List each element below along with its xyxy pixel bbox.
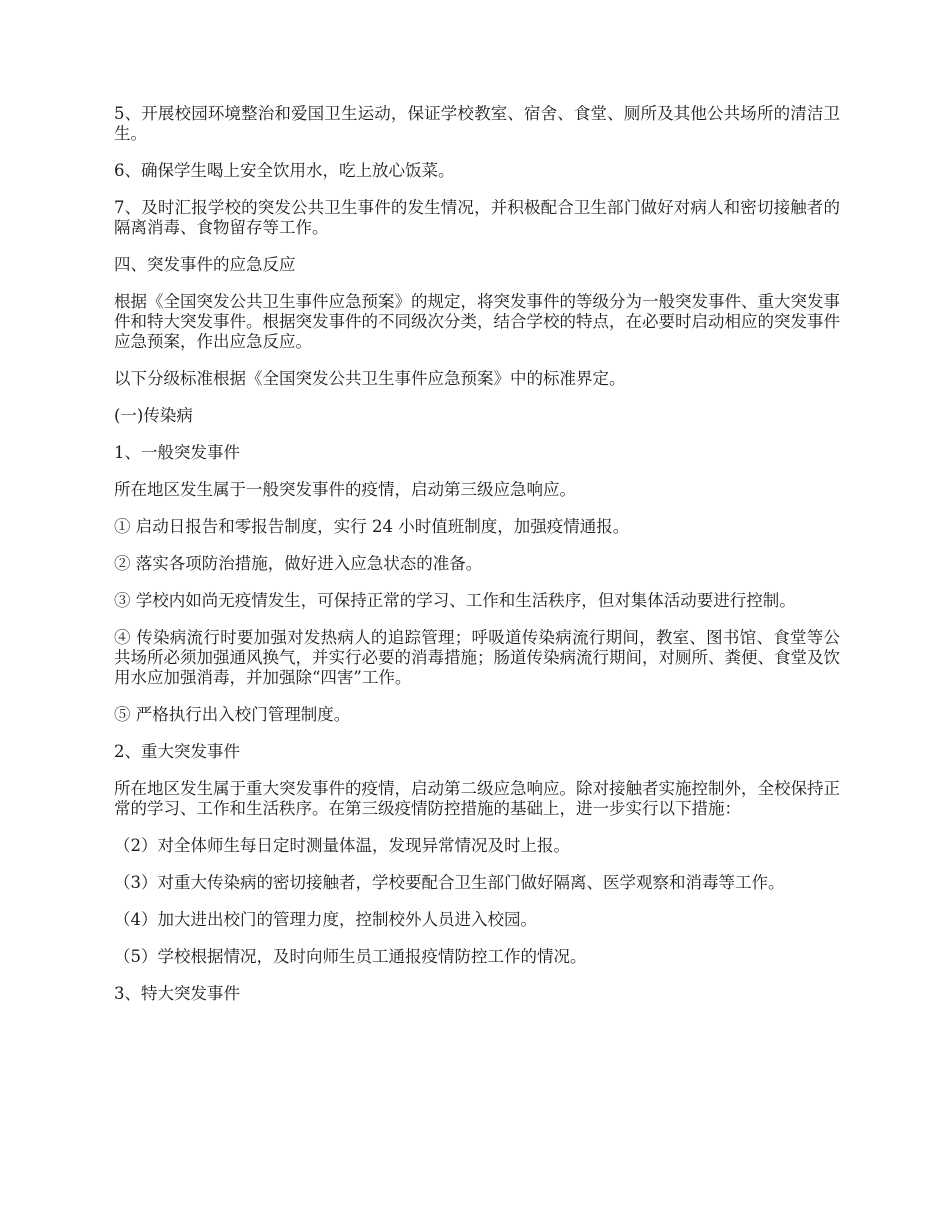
paragraph-item-5-campus-sanitation: 5、开展校园环境整治和爱国卫生运动，保证学校教室、宿舍、食堂、厕所及其他公共场所的清洁卫生。 [114, 104, 840, 143]
paragraph-item-6-safe-water: 6、确保学生喝上安全饮用水，吃上放心饭菜。 [114, 161, 455, 180]
paragraph-grading-intro: 根据《全国突发公共卫生事件应急预案》的规定，将突发事件的等级分为一般突发事件、重大突发事件和特大突发事件。根据突发事件的不同级次分类，结合学校的特点，在必要时启动相应的突发事件应急预案，作出应急反应。 [114, 292, 840, 351]
subheading-extraordinary-event: 3、特大突发事件 [114, 984, 240, 1003]
list-item-notification: （5）学校根据情况，及时向师生员工通报疫情防控工作的情况。 [114, 947, 587, 966]
paragraph-grading-standard: 以下分级标准根据《全国突发公共卫生事件应急预案》中的标准界定。 [114, 369, 626, 388]
list-item-prevention-measures: ② 落实各项防治措施，做好进入应急状态的准备。 [114, 554, 483, 573]
list-item-gate-control: （4）加大进出校门的管理力度，控制校外人员进入校园。 [114, 910, 537, 929]
list-item-fever-tracking: ④ 传染病流行时要加强对发热病人的追踪管理；呼吸道传染病流行期间，教室、图书馆、食堂等公共场所必须加强通风换气，并实行必要的消毒措施；肠道传染病流行期间，对厕所、粪便、食堂及饮用水应加强消毒，并加强除“四害”工作。 [114, 628, 840, 687]
paragraph-general-event-response: 所在地区发生属于一般突发事件的疫情，启动第三级应急响应。 [114, 480, 576, 499]
list-item-normal-order: ③ 学校内如尚无疫情发生，可保持正常的学习、工作和生活秩序，但对集体活动要进行控制。 [114, 591, 796, 610]
subsection-heading-infectious-disease: (一)传染病 [114, 406, 193, 425]
paragraph-major-event-response: 所在地区发生属于重大突发事件的疫情，启动第二级应急响应。除对接触者实施控制外，全校保持正常的学习、工作和生活秩序。在第三级疫情防控措施的基础上，进一步实行以下措施： [114, 779, 840, 818]
subheading-general-event: 1、一般突发事件 [114, 443, 240, 462]
list-item-temperature-check: （2）对全体师生每日定时测量体温，发现异常情况及时上报。 [114, 836, 570, 855]
section-heading-emergency-response: 四、突发事件的应急反应 [114, 255, 296, 274]
list-item-close-contacts: （3）对重大传染病的密切接触者，学校要配合卫生部门做好隔离、医学观察和消毒等工作。 [114, 873, 785, 892]
subheading-major-event: 2、重大突发事件 [114, 742, 240, 761]
list-item-gate-management: ⑤ 严格执行出入校门管理制度。 [114, 705, 351, 724]
list-item-daily-report: ① 启动日报告和零报告制度，实行 24 小时值班制度，加强疫情通报。 [114, 517, 630, 536]
document-page [114, 104, 840, 1021]
paragraph-item-7-report: 7、及时汇报学校的突发公共卫生事件的发生情况，并积极配合卫生部门做好对病人和密切接触者的隔离消毒、食物留存等工作。 [114, 198, 840, 237]
